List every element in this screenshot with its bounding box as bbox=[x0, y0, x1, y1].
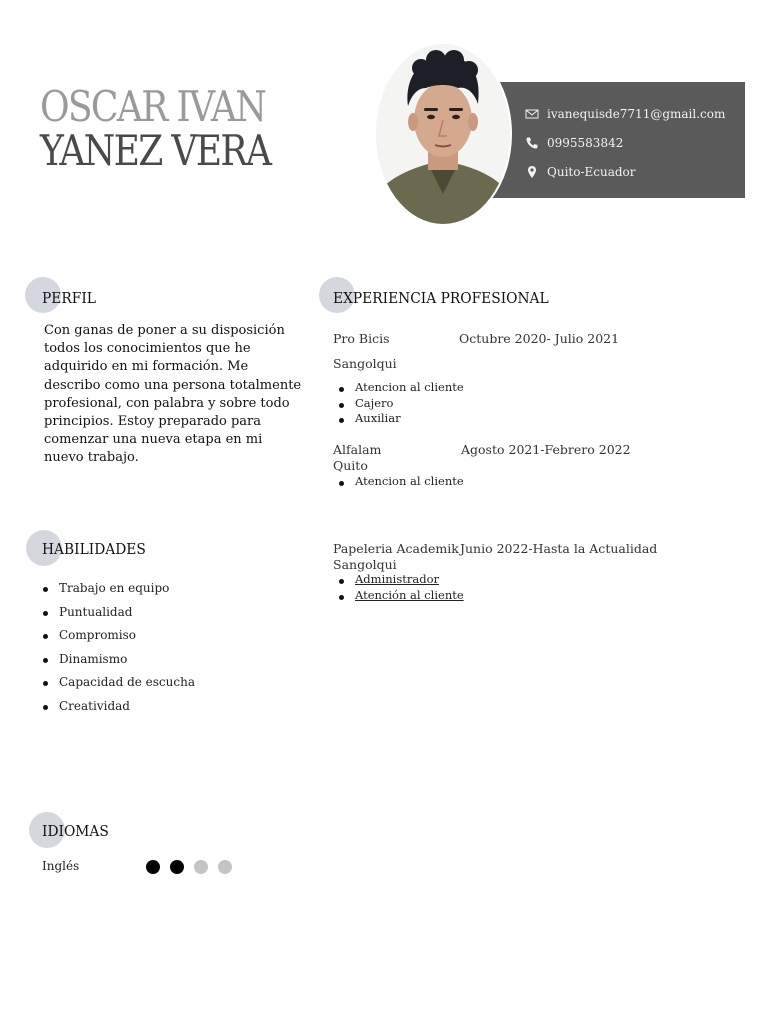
level-dot-filled bbox=[146, 860, 160, 874]
envelope-icon bbox=[525, 107, 539, 121]
profile-photo bbox=[374, 42, 512, 226]
list-item bbox=[42, 627, 195, 651]
job-dates: Agosto 2021-Febrero 2022 bbox=[461, 442, 631, 457]
experiencia-title: EXPERIENCIA PROFESIONAL bbox=[333, 289, 549, 307]
skill-label: Puntualidad bbox=[59, 604, 133, 619]
first-name: OSCAR IVAN bbox=[40, 82, 266, 131]
job-location: Sangolqui bbox=[333, 356, 397, 371]
idiomas-title: IDIOMAS bbox=[42, 822, 109, 840]
job-location: Quito bbox=[333, 458, 368, 473]
job-dates: Octubre 2020- Julio 2021 bbox=[459, 331, 620, 346]
job-company: Pro Bicis bbox=[333, 331, 390, 346]
list-item bbox=[338, 396, 464, 412]
skills-list bbox=[42, 580, 195, 721]
task-label: Auxiliar bbox=[355, 411, 401, 425]
list-item bbox=[338, 474, 464, 490]
job-location: Sangolqui bbox=[333, 557, 397, 572]
habilidades-title: HABILIDADES bbox=[42, 540, 146, 558]
skill-label: Trabajo en equipo bbox=[59, 581, 170, 595]
list-item bbox=[338, 572, 464, 588]
job-company: Alfalam bbox=[333, 442, 382, 457]
contact-email-row[interactable] bbox=[525, 107, 725, 121]
list-item bbox=[42, 604, 195, 628]
task-label: Administrador bbox=[355, 572, 439, 586]
task-label: Atencion al cliente bbox=[355, 380, 464, 394]
language-level-rating bbox=[146, 860, 232, 874]
level-dot-empty bbox=[194, 860, 208, 874]
skill-label: Creatividad bbox=[59, 698, 130, 713]
map-pin-icon bbox=[525, 165, 539, 179]
phone-icon bbox=[525, 136, 539, 150]
skill-label: Compromiso bbox=[59, 628, 137, 642]
contact-phone-row[interactable] bbox=[525, 136, 623, 150]
contact-email[interactable]: ivanequisde7711@gmail.com bbox=[547, 107, 726, 121]
list-item bbox=[42, 580, 195, 604]
language-name: Inglés bbox=[42, 859, 80, 873]
list-item bbox=[338, 380, 464, 396]
list-item bbox=[338, 588, 464, 604]
list-item bbox=[338, 411, 464, 427]
skill-label: Capacidad de escucha bbox=[59, 675, 195, 689]
job-tasks-list bbox=[338, 572, 464, 603]
list-item bbox=[42, 698, 195, 722]
contact-location-row bbox=[525, 165, 636, 179]
perfil-title: PERFIL bbox=[42, 289, 96, 307]
portrait-illustration bbox=[376, 44, 510, 224]
task-label: Atencion al cliente bbox=[355, 474, 464, 488]
job-dates: Junio 2022-Hasta la Actualidad bbox=[460, 541, 658, 556]
task-label: Cajero bbox=[355, 395, 394, 410]
last-name: YANEZ VERA bbox=[40, 126, 271, 175]
contact-phone[interactable]: 0995583842 bbox=[547, 136, 624, 150]
contact-location: Quito-Ecuador bbox=[547, 165, 636, 179]
job-company: Papeleria Academik bbox=[333, 541, 459, 556]
profile-text: Con ganas de poner a su disposición todos los conocimientos que he adquirido en mi formación. Me describo como una persona totalmente profesional, con palabra y sobre todo principios. Estoy preparado para comenzar una nueva etapa en mi nuevo trabajo. bbox=[44, 323, 302, 466]
skill-label: Dinamismo bbox=[59, 651, 128, 666]
list-item bbox=[42, 674, 195, 698]
job-tasks-list bbox=[338, 474, 464, 490]
task-label: Atención al cliente bbox=[355, 587, 464, 602]
level-dot-filled bbox=[170, 860, 184, 874]
job-tasks-list bbox=[338, 380, 464, 427]
level-dot-empty bbox=[218, 860, 232, 874]
list-item bbox=[42, 651, 195, 675]
